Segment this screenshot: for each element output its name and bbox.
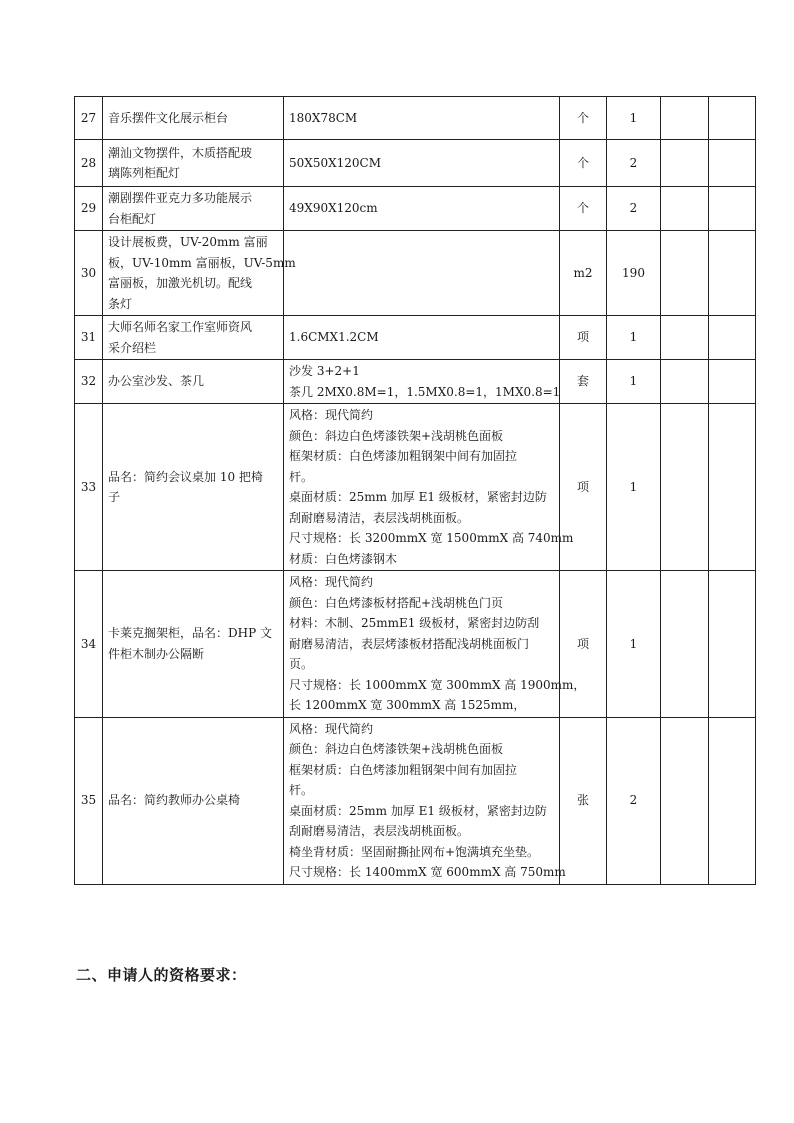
row-number: 32 xyxy=(75,360,103,404)
item-name-line: 办公室沙发、茶几 xyxy=(108,374,205,389)
item-quantity: 1 xyxy=(607,360,661,404)
item-name xyxy=(103,140,284,187)
item-spec xyxy=(284,140,560,187)
item-unit: 项 xyxy=(560,571,607,718)
item-name-line: 条灯 xyxy=(108,296,133,311)
item-unit: 项 xyxy=(560,404,607,571)
item-name-line: 卡莱克搁架柜，品名：DHP 文 xyxy=(108,626,272,641)
item-spec-line: 1.6CMX1.2CM xyxy=(289,330,379,345)
item-spec-line: 桌面材质：25mm 加厚 E1 级板材，紧密封边防 xyxy=(289,803,547,818)
item-spec-line: 茶几 2MX0.8M=1，1.5MX0.8=1，1MX0.8=1 xyxy=(289,384,561,399)
item-spec-line: 杆。 xyxy=(289,783,314,797)
item-spec-line: 49X90X120cm xyxy=(289,201,378,216)
item-spec-line: 材料：木制、25mmE1 级板材，紧密封边防刮 xyxy=(289,616,540,630)
item-spec-line: 框架材质：白色烤漆加粗钢架中间有加固拉 xyxy=(289,762,518,777)
unit-price-cell xyxy=(661,140,709,187)
item-name-line: 璃陈列柜配灯 xyxy=(108,166,181,180)
item-name-line: 台柜配灯 xyxy=(108,211,157,226)
item-quantity: 1 xyxy=(607,316,661,360)
item-spec-line: 风格：现代简约 xyxy=(289,721,374,736)
item-quantity: 1 xyxy=(607,571,661,718)
item-spec-line: 颜色：斜边白色烤漆铁架+浅胡桃色面板 xyxy=(289,428,504,443)
table-row xyxy=(75,140,756,187)
item-spec xyxy=(284,316,560,360)
total-price-cell xyxy=(709,187,756,231)
item-spec xyxy=(284,187,560,231)
item-spec-line: 刮耐磨易清洁，表层浅胡桃面板。 xyxy=(289,510,470,525)
item-spec-line: 尺寸规格：长 1000mmX 宽 300mmX 高 1900mm， xyxy=(289,677,586,692)
unit-price-cell xyxy=(661,316,709,360)
item-quantity: 2 xyxy=(607,717,661,884)
total-price-cell xyxy=(709,316,756,360)
unit-price-cell xyxy=(661,231,709,316)
unit-price-cell xyxy=(661,571,709,718)
item-name-line: 设计展板费，UV-20mm 富丽 xyxy=(108,235,268,249)
item-spec xyxy=(284,571,586,718)
items-table xyxy=(74,96,756,885)
item-unit: m2 xyxy=(560,231,607,316)
item-spec-line: 桌面材质：25mm 加厚 E1 级板材，紧密封边防 xyxy=(289,490,547,504)
item-unit: 个 xyxy=(560,97,607,140)
total-price-cell xyxy=(709,231,756,316)
item-unit: 个 xyxy=(560,140,607,187)
item-quantity: 2 xyxy=(607,140,661,187)
row-number: 30 xyxy=(75,231,103,316)
item-spec-line: 框架材质：白色烤漆加粗钢架中间有加固拉 xyxy=(289,449,518,463)
item-quantity: 190 xyxy=(607,231,661,316)
item-spec-line: 50X50X120CM xyxy=(289,155,381,170)
table-row xyxy=(75,97,756,140)
table-row xyxy=(75,360,756,404)
table-row xyxy=(75,231,756,316)
table-body xyxy=(75,97,756,885)
item-spec xyxy=(284,97,560,140)
total-price-cell xyxy=(709,97,756,140)
item-spec xyxy=(284,360,560,404)
item-spec-line: 颜色：斜边白色烤漆铁架+浅胡桃色面板 xyxy=(289,742,504,756)
total-price-cell xyxy=(709,140,756,187)
row-number: 29 xyxy=(75,187,103,231)
item-spec-line: 沙发 3+2+1 xyxy=(289,364,360,378)
item-spec xyxy=(284,717,566,884)
total-price-cell xyxy=(709,404,756,571)
table-row xyxy=(75,316,756,360)
unit-price-cell xyxy=(661,187,709,231)
table-row xyxy=(75,571,756,718)
item-name xyxy=(103,97,284,140)
item-name xyxy=(103,571,284,718)
item-unit: 套 xyxy=(560,360,607,404)
item-name xyxy=(103,360,284,404)
item-quantity: 1 xyxy=(607,97,661,140)
row-number: 28 xyxy=(75,140,103,187)
item-spec-line: 页。 xyxy=(289,657,314,671)
item-spec-line: 180X78CM xyxy=(289,110,358,125)
total-price-cell xyxy=(709,571,756,718)
section-heading: 二、申请人的资格要求： xyxy=(76,966,247,984)
item-name-line: 采介绍栏 xyxy=(108,340,157,355)
unit-price-cell xyxy=(661,717,709,884)
item-name-line: 件柜木制办公隔断 xyxy=(108,646,205,661)
item-name-line: 潮剧摆件亚克力多功能展示 xyxy=(108,191,253,205)
item-spec-line: 耐磨易清洁，表层烤漆板材搭配浅胡桃面板门 xyxy=(289,636,530,651)
item-unit: 张 xyxy=(560,717,607,884)
item-name-line: 大师名师名家工作室师资风 xyxy=(108,320,253,334)
item-spec-line: 风格：现代简约 xyxy=(289,408,374,422)
item-spec-line: 颜色：白色烤漆板材搭配+浅胡桃色门页 xyxy=(289,595,504,610)
item-name-line: 音乐摆件文化展示柜台 xyxy=(108,110,229,125)
unit-price-cell xyxy=(661,404,709,571)
total-price-cell xyxy=(709,717,756,884)
item-name xyxy=(103,717,284,884)
item-spec xyxy=(284,231,560,316)
item-unit: 项 xyxy=(560,316,607,360)
item-name xyxy=(103,231,296,316)
item-name-line: 子 xyxy=(108,490,121,504)
row-number: 27 xyxy=(75,97,103,140)
item-spec-line: 刮耐磨易清洁，表层浅胡桃面板。 xyxy=(289,824,470,838)
total-price-cell xyxy=(709,360,756,404)
unit-price-cell xyxy=(661,97,709,140)
item-spec-line: 尺寸规格：长 1400mmX 宽 600mmX 高 750mm xyxy=(289,865,566,879)
item-spec-line: 杆。 xyxy=(289,469,314,484)
item-spec-line: 椅坐背材质：坚固耐撕扯网布+饱满填充坐垫。 xyxy=(289,844,540,859)
item-name-line: 品名：简约会议桌加 10 把椅 xyxy=(108,469,263,484)
row-number: 35 xyxy=(75,717,103,884)
item-name xyxy=(103,404,284,571)
item-name-line: 富丽板，加激光机切。配线 xyxy=(108,276,253,290)
item-unit: 个 xyxy=(560,187,607,231)
item-name xyxy=(103,187,284,231)
row-number: 34 xyxy=(75,571,103,718)
item-spec-line: 长 1200mmX 宽 300mmX 高 1525mm， xyxy=(289,698,526,712)
item-name-line: 潮汕文物摆件，木质搭配玻 xyxy=(108,145,253,160)
item-quantity: 1 xyxy=(607,404,661,571)
row-number: 33 xyxy=(75,404,103,571)
item-spec-line: 材质：白色烤漆钢木 xyxy=(289,551,398,566)
item-spec-line: 尺寸规格：长 3200mmX 宽 1500mmX 高 740mm xyxy=(289,531,574,545)
table-row xyxy=(75,404,756,571)
item-name-line: 板，UV-10mm 富丽板，UV-5mm xyxy=(108,255,296,270)
item-spec xyxy=(284,404,574,571)
row-number: 31 xyxy=(75,316,103,360)
item-name xyxy=(103,316,284,360)
item-quantity: 2 xyxy=(607,187,661,231)
unit-price-cell xyxy=(661,360,709,404)
item-name-line: 品名：简约教师办公桌椅 xyxy=(108,793,241,808)
item-spec-line: 风格：现代简约 xyxy=(289,575,374,589)
table-row xyxy=(75,717,756,884)
table-row xyxy=(75,187,756,231)
